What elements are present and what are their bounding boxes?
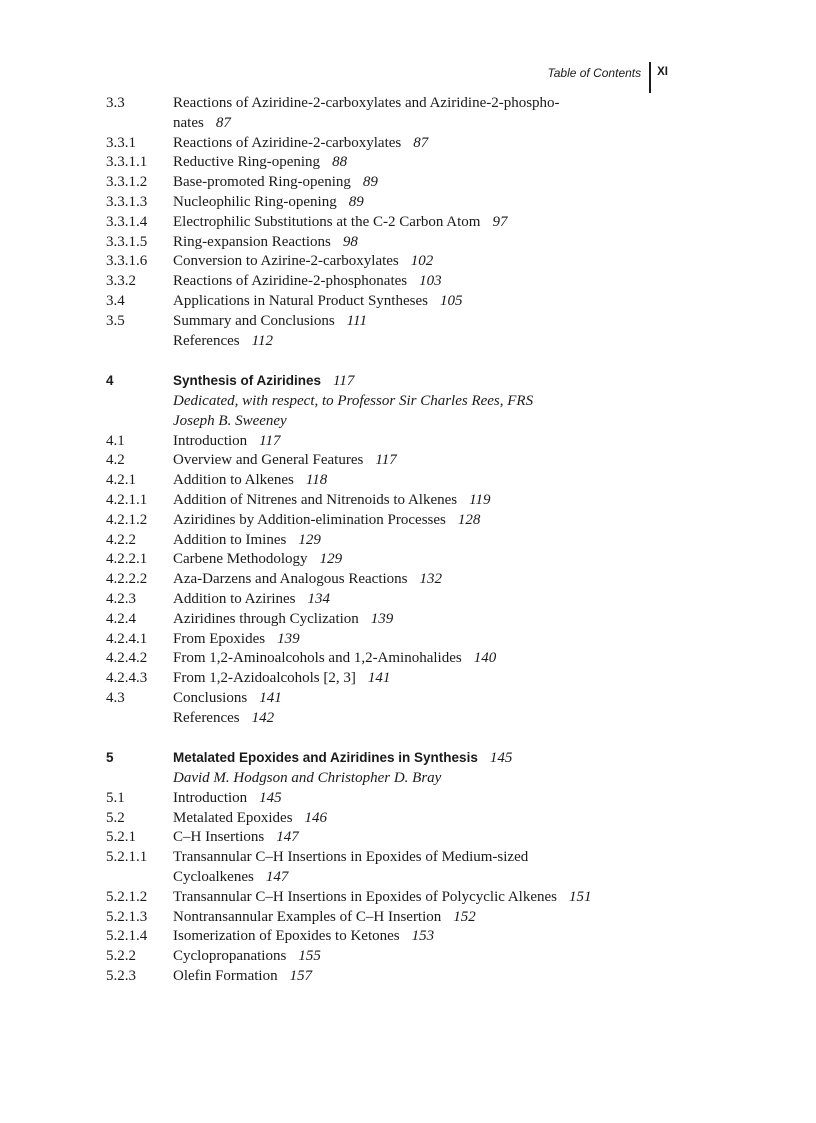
toc-chapter — [106, 371, 666, 392]
toc-entry-number: 4.2.2 — [106, 531, 136, 548]
toc-entry-title: nates — [173, 114, 204, 131]
toc-entry-number: 4.2.4.2 — [106, 650, 148, 667]
toc-entry-text — [173, 451, 666, 471]
toc-entry-text — [173, 590, 666, 610]
header-divider — [649, 62, 651, 93]
toc-entry-page: 129 — [298, 531, 321, 548]
toc-entry — [106, 789, 666, 809]
toc-entry — [106, 292, 666, 312]
toc-entry — [106, 947, 666, 967]
toc-entry-page: 88 — [332, 154, 348, 171]
toc-entry-number — [106, 709, 173, 729]
toc-entry — [106, 570, 666, 590]
toc-entry-text — [173, 432, 666, 452]
toc-entry-title: Summary and Conclusions — [173, 312, 335, 329]
toc-entry-number: 4.2.1.1 — [106, 491, 148, 508]
toc-entry-number — [106, 332, 173, 352]
toc-entry-title: Addition to Azirines — [173, 590, 296, 607]
toc-entry-text — [173, 848, 666, 888]
toc-entry-text — [173, 570, 666, 590]
toc-entry-text — [173, 173, 666, 193]
toc-spacer — [106, 392, 173, 412]
toc-entry-number: 5.2.1.3 — [106, 908, 148, 925]
toc-entry-number: 3.3 — [106, 95, 125, 111]
toc-entry-page: 128 — [457, 511, 481, 528]
toc-entry-text — [173, 828, 666, 848]
toc-entry-page: 153 — [411, 928, 435, 945]
toc-entry-title: Introduction — [173, 789, 248, 806]
toc-entry-text — [173, 233, 666, 253]
toc-entry-title: Electrophilic Substitutions at the C-2 Carbon Atom — [173, 213, 481, 230]
toc-entry-text — [173, 531, 666, 551]
toc-entry-page: 145 — [259, 789, 282, 806]
toc-entry-page: 129 — [319, 551, 343, 568]
toc-entry-number: 3.5 — [106, 312, 125, 329]
toc-entry-page: 102 — [410, 253, 434, 270]
toc-entry — [106, 233, 666, 253]
toc-entry — [106, 927, 666, 947]
toc-entry-title: Olefin Formation — [173, 968, 278, 985]
toc-byline-text: David M. Hodgson and Christopher D. Bray — [173, 770, 442, 787]
toc-entry-title: Cyclopropanations — [173, 948, 287, 965]
toc-entry-page: 98 — [342, 233, 358, 250]
toc-entry-number: 4.2.1.2 — [106, 511, 148, 528]
toc-entry-page: 157 — [289, 968, 313, 985]
toc-entry-title: Synthesis of Aziridines — [173, 373, 322, 389]
toc-entry-number: 5.2.3 — [106, 968, 136, 985]
toc-entry-title: Addition to Imines — [173, 531, 287, 548]
toc-entry-number: 3.3.1 — [106, 134, 136, 151]
toc-entry-text — [173, 809, 666, 829]
toc-entry — [106, 649, 666, 669]
toc-entry-page: 147 — [265, 869, 289, 886]
toc-entry-number: 3.3.1.3 — [106, 193, 148, 210]
toc-byline-text: Dedicated, with respect, to Professor Sir Charles Rees, FRS — [173, 392, 534, 409]
toc-entry-title: From Epoxides — [173, 630, 266, 647]
toc-entry — [106, 511, 666, 531]
toc-entry-page: 89 — [348, 193, 364, 210]
running-header — [548, 62, 669, 94]
toc-entry-page: 117 — [333, 373, 355, 390]
page-number: XI — [657, 66, 668, 78]
toc-entry — [106, 550, 666, 570]
toc-entry — [106, 828, 666, 848]
toc-entry-page: 118 — [305, 472, 328, 489]
toc-entry-number: 5 — [106, 750, 114, 766]
toc-entry-line: Reactions of Aziridine-2-carboxylates and Aziridine-2-phospho- — [173, 95, 560, 111]
toc-entry-page: 117 — [375, 452, 397, 469]
toc-chapter — [106, 748, 666, 769]
toc-entry-text — [173, 669, 666, 689]
toc-entry — [106, 491, 666, 511]
toc-entry-line: Transannular C–H Insertions in Epoxides of Medium-sized — [173, 849, 529, 866]
toc-entry-number: 4.2.4 — [106, 610, 136, 627]
toc-entry-page: 111 — [346, 312, 367, 329]
toc-entry-title: Reactions of Aziridine-2-carboxylates — [173, 134, 402, 151]
toc-entry — [106, 967, 666, 987]
toc-entry-text — [173, 649, 666, 669]
toc-entry-number: 4.3 — [106, 689, 125, 706]
toc-spacer — [106, 412, 173, 432]
toc-entry-text — [173, 134, 666, 154]
toc-entry-text — [173, 491, 666, 511]
toc-entry-text — [173, 947, 666, 967]
toc-entry-number: 5.2.1.4 — [106, 928, 148, 945]
toc-entry-page: 139 — [277, 630, 300, 647]
toc-entry-page: 152 — [453, 908, 476, 925]
toc-entry-page: 134 — [307, 590, 330, 607]
toc-entry-number: 3.3.1.6 — [106, 253, 148, 270]
toc-entry-page: 140 — [473, 650, 497, 667]
toc-entry — [106, 709, 666, 729]
toc-entry-page: 87 — [215, 114, 231, 131]
toc-entry — [106, 809, 666, 829]
toc-entry-text — [173, 94, 666, 134]
toc-entry-number: 5.2.2 — [106, 948, 136, 965]
toc-entry-page: 103 — [419, 273, 442, 290]
toc-entry-title: Cycloalkenes — [173, 869, 254, 886]
toc-entry-number: 3.3.1.5 — [106, 233, 148, 250]
toc-entry — [106, 173, 666, 193]
toc-entry-number: 4.2.4.1 — [106, 630, 148, 647]
toc-entry — [106, 312, 666, 332]
table-of-contents — [106, 94, 666, 987]
toc-entry-number: 4.2 — [106, 452, 125, 469]
toc-entry-text — [173, 967, 666, 987]
toc-entry-text — [173, 292, 666, 312]
toc-entry-page: 141 — [367, 670, 391, 687]
toc-entry-page: 141 — [259, 689, 282, 706]
toc-entry-number: 3.4 — [106, 292, 125, 309]
toc-entry-text — [173, 927, 666, 947]
toc-entry-title: Reactions of Aziridine-2-phosphonates — [173, 273, 408, 290]
toc-entry-page: 132 — [419, 571, 443, 588]
toc-entry — [106, 451, 666, 471]
toc-byline — [106, 769, 666, 789]
toc-entry-title: Metalated Epoxides and Aziridines in Synthesis — [173, 750, 478, 766]
toc-entry-number: 5.1 — [106, 789, 125, 806]
toc-entry-title: Addition to Alkenes — [173, 472, 294, 489]
toc-entry — [106, 134, 666, 154]
toc-entry — [106, 689, 666, 709]
toc-entry-text — [173, 748, 666, 769]
toc-entry-title: Ring-expansion Reactions — [173, 233, 331, 250]
toc-entry-title: Overview and General Features — [173, 452, 364, 469]
toc-entry-text — [173, 689, 666, 709]
toc-entry-title: Nontransannular Examples of C–H Insertion — [173, 908, 442, 925]
toc-entry — [106, 669, 666, 689]
toc-entry-title: Conclusions — [173, 689, 248, 706]
toc-entry-title: From 1,2-Aminoalcohols and 1,2-Aminohalides — [173, 650, 462, 667]
toc-entry — [106, 888, 666, 908]
toc-entry-page: 87 — [413, 134, 429, 151]
toc-entry-title: Carbene Methodology — [173, 551, 308, 568]
toc-entry-text — [173, 213, 666, 233]
toc-entry-page: 117 — [259, 432, 281, 449]
toc-entry-title: References — [173, 709, 240, 726]
toc-entry-title: Conversion to Azirine-2-carboxylates — [173, 253, 399, 270]
toc-entry — [106, 332, 666, 352]
toc-entry-text — [173, 471, 666, 491]
toc-entry-number: 4.2.4.3 — [106, 670, 148, 687]
toc-entry — [106, 471, 666, 491]
toc-entry-text — [173, 511, 666, 531]
toc-entry-page: 119 — [469, 491, 491, 508]
toc-byline — [106, 412, 666, 432]
toc-entry-title: Reductive Ring-opening — [173, 154, 321, 171]
toc-entry-page: 97 — [492, 213, 508, 230]
toc-entry-number: 3.3.1.2 — [106, 174, 148, 191]
toc-entry-number: 5.2.1.2 — [106, 888, 148, 905]
toc-entry-number: 4.2.2.1 — [106, 551, 148, 568]
toc-entry-title: Applications in Natural Product Syntheses — [173, 292, 428, 309]
toc-entry-number: 4.2.1 — [106, 472, 136, 489]
toc-entry-title: From 1,2-Azidoalcohols [2, 3] — [173, 670, 356, 687]
toc-entry — [106, 213, 666, 233]
toc-entry-text — [173, 332, 666, 352]
toc-entry — [106, 590, 666, 610]
toc-entry-title: Aziridines through Cyclization — [173, 610, 359, 627]
toc-entry-text — [173, 789, 666, 809]
toc-entry — [106, 432, 666, 452]
running-header-title: Table of Contents — [547, 66, 642, 80]
toc-entry-page: 112 — [251, 332, 274, 349]
toc-entry-text — [173, 630, 666, 650]
toc-entry-text — [173, 312, 666, 332]
toc-entry-title: C–H Insertions — [173, 829, 265, 846]
toc-entry-title: Aziridines by Addition-elimination Processes — [173, 511, 446, 528]
toc-entry-title: Introduction — [173, 432, 248, 449]
toc-entry — [106, 531, 666, 551]
toc-entry-number: 4 — [106, 373, 114, 389]
toc-entry — [106, 193, 666, 213]
toc-entry-text — [173, 908, 666, 928]
toc-entry-number: 4.1 — [106, 432, 125, 449]
toc-entry-number: 3.3.1.1 — [106, 154, 148, 171]
toc-entry-number: 4.2.3 — [106, 590, 136, 607]
toc-entry-text — [173, 550, 666, 570]
toc-entry-page: 105 — [439, 292, 463, 309]
toc-entry — [106, 848, 666, 888]
toc-entry — [106, 153, 666, 173]
toc-entry-page: 147 — [276, 829, 299, 846]
toc-entry-text — [173, 252, 666, 272]
toc-entry-number: 4.2.2.2 — [106, 571, 148, 588]
toc-entry-text — [173, 888, 666, 908]
toc-entry-title: Base-promoted Ring-opening — [173, 174, 351, 191]
toc-byline-text: Joseph B. Sweeney — [173, 412, 287, 429]
toc-entry — [106, 272, 666, 292]
toc-entry — [106, 610, 666, 630]
toc-entry-page: 155 — [298, 948, 321, 965]
toc-entry-text — [173, 371, 666, 392]
toc-entry-title: Aza-Darzens and Analogous Reactions — [173, 571, 408, 588]
toc-entry-text — [173, 709, 666, 729]
toc-entry-title: Transannular C–H Insertions in Epoxides of Polycyclic Alkenes — [173, 888, 557, 905]
toc-entry-page: 145 — [489, 750, 513, 767]
toc-entry — [106, 252, 666, 272]
toc-entry-title: References — [173, 332, 240, 349]
toc-entry-text — [173, 272, 666, 292]
toc-entry-number: 3.3.1.4 — [106, 213, 148, 230]
toc-entry-number: 5.2.1.1 — [106, 849, 148, 866]
toc-entry-number: 5.2 — [106, 809, 125, 826]
toc-entry-title: Isomerization of Epoxides to Ketones — [173, 928, 400, 945]
toc-entry-page: 146 — [304, 809, 328, 826]
toc-entry — [106, 630, 666, 650]
toc-entry-number: 3.3.2 — [106, 273, 136, 290]
toc-entry-page: 151 — [568, 888, 592, 905]
toc-entry-number: 5.2.1 — [106, 829, 136, 846]
toc-entry — [106, 908, 666, 928]
toc-spacer — [106, 769, 173, 789]
toc-entry-page: 139 — [370, 610, 394, 627]
toc-entry-title: Nucleophilic Ring-opening — [173, 193, 337, 210]
toc-entry — [106, 94, 666, 134]
toc-entry-title: Metalated Epoxides — [173, 809, 293, 826]
toc-entry-text — [173, 193, 666, 213]
toc-entry-page: 142 — [251, 709, 275, 726]
toc-entry-text — [173, 153, 666, 173]
toc-entry-text — [173, 610, 666, 630]
toc-entry-title: Addition of Nitrenes and Nitrenoids to Alkenes — [173, 491, 458, 508]
toc-byline — [106, 392, 666, 412]
toc-entry-page: 89 — [362, 174, 378, 191]
